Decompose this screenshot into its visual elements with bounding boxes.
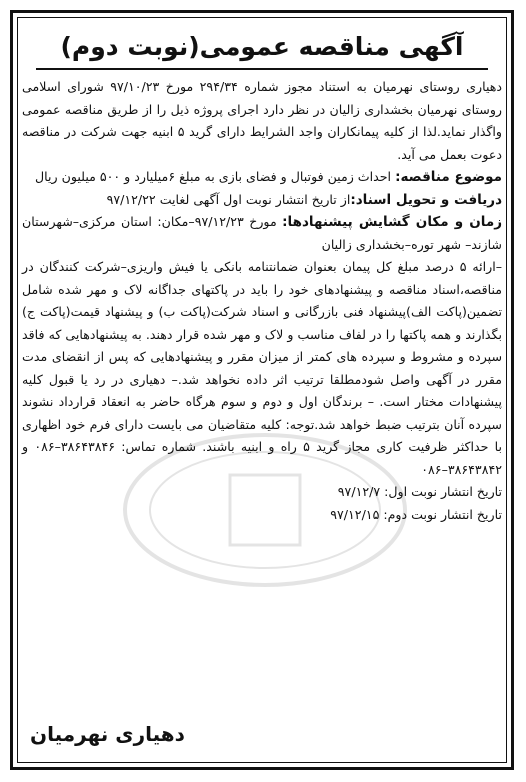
opening-text: مورخ ۹۷/۱۲/۲۳–مکان: استان مرکزی–شهرستان شازند– شهر توره–بخشداری زالیان xyxy=(22,214,502,252)
subject-label: موضوع مناقصه: xyxy=(395,169,502,185)
conditions-paragraph: –ارائه ۵ درصد مبلغ کل پیمان بعنوان ضمانتنامه بانکی یا فیش واریزی–شرکت کنندگان در مناقصه،اسناد مناقصه و پیشنهادهای خود را باید در پاکتهای جداگانه لاک و مهر شده شامل تضمین(پاکت الف)پیشنهاد فنی بازرگانی و اسناد شرکت(پاکت ب) و پیشنهاد قیمت(پاکت ج) بگذارند و همه پاکتها را در لفاف مناسب و لاک و مهر شده قرار دهند. به پیشنهادهایی که فاقد سپرده و مشروط و سپرده های کمتر از میزان مقرر و پیشنهادهایی که پس از انقضای مدت مقرر در آگهی واصل شودمطلقا ترتیب اثر داده نخواهد شد.– دهیاری در رد یا قبول کلیه پیشنهادات مختار است. – برندگان اول و دوم و سوم هرگاه حاضر به انعقاد قرارداد نشوند سپرده آنان بترتیب ضبط خواهد شد.توجه: کلیه متقاضیان می بایست دارای فرم خود اظهاری با حداکثر ظرفیت کاری مجاز گرید ۵ راه و ابنیه باشند. شماره تماس: ۳۸۶۴۳۸۴۶–۰۸۶ و ۳۸۶۴۳۸۴۲–۰۸۶ xyxy=(22,259,502,477)
receive-label: دریافت و تحویل اسناد: xyxy=(350,191,502,208)
subject-text: احداث زمین فوتبال و فضای بازی به مبلغ ۶میلیارد و ۵۰۰ میلیون ریال xyxy=(35,169,396,184)
title-underline xyxy=(36,68,488,70)
receive-paragraph xyxy=(22,189,502,212)
first-publication-date: تاریخ انتشار نوبت اول: ۹۷/۱۲/۷ xyxy=(337,484,502,499)
receive-text: از تاریخ انتشار نوبت اول آگهی لغایت ۹۷/۱۲/۲۲ xyxy=(106,191,351,207)
intro-paragraph: دهیاری روستای نهرمیان به استناد مجوز شماره ۲۹۴/۳۴ مورخ ۹۷/۱۰/۲۳ شورای اسلامی روستای نهرمیان بخشداری زالیان در نظر دارد اجرای پروژه ذیل را از طریق مناقصه عمومی واگذار نماید.لذا از کلیه پیمانکاران واجد الشرایط دارای گرید ۵ ابنیه جهت شرکت در مناقصه دعوت بعمل می آید. xyxy=(22,79,502,162)
opening-paragraph xyxy=(22,211,502,256)
notice-body xyxy=(22,24,502,526)
notice-title: آگهی مناقصه عمومی(نوبت دوم) xyxy=(60,32,464,61)
second-publication-date: تاریخ انتشار نوبت دوم: ۹۷/۱۲/۱۵ xyxy=(330,506,502,522)
signature: دهیاری نهرمیان xyxy=(30,722,185,746)
publication-dates xyxy=(22,481,502,526)
opening-label: زمان و مکان گشایش پیشنهادها: xyxy=(282,214,502,230)
subject-paragraph xyxy=(22,166,502,189)
